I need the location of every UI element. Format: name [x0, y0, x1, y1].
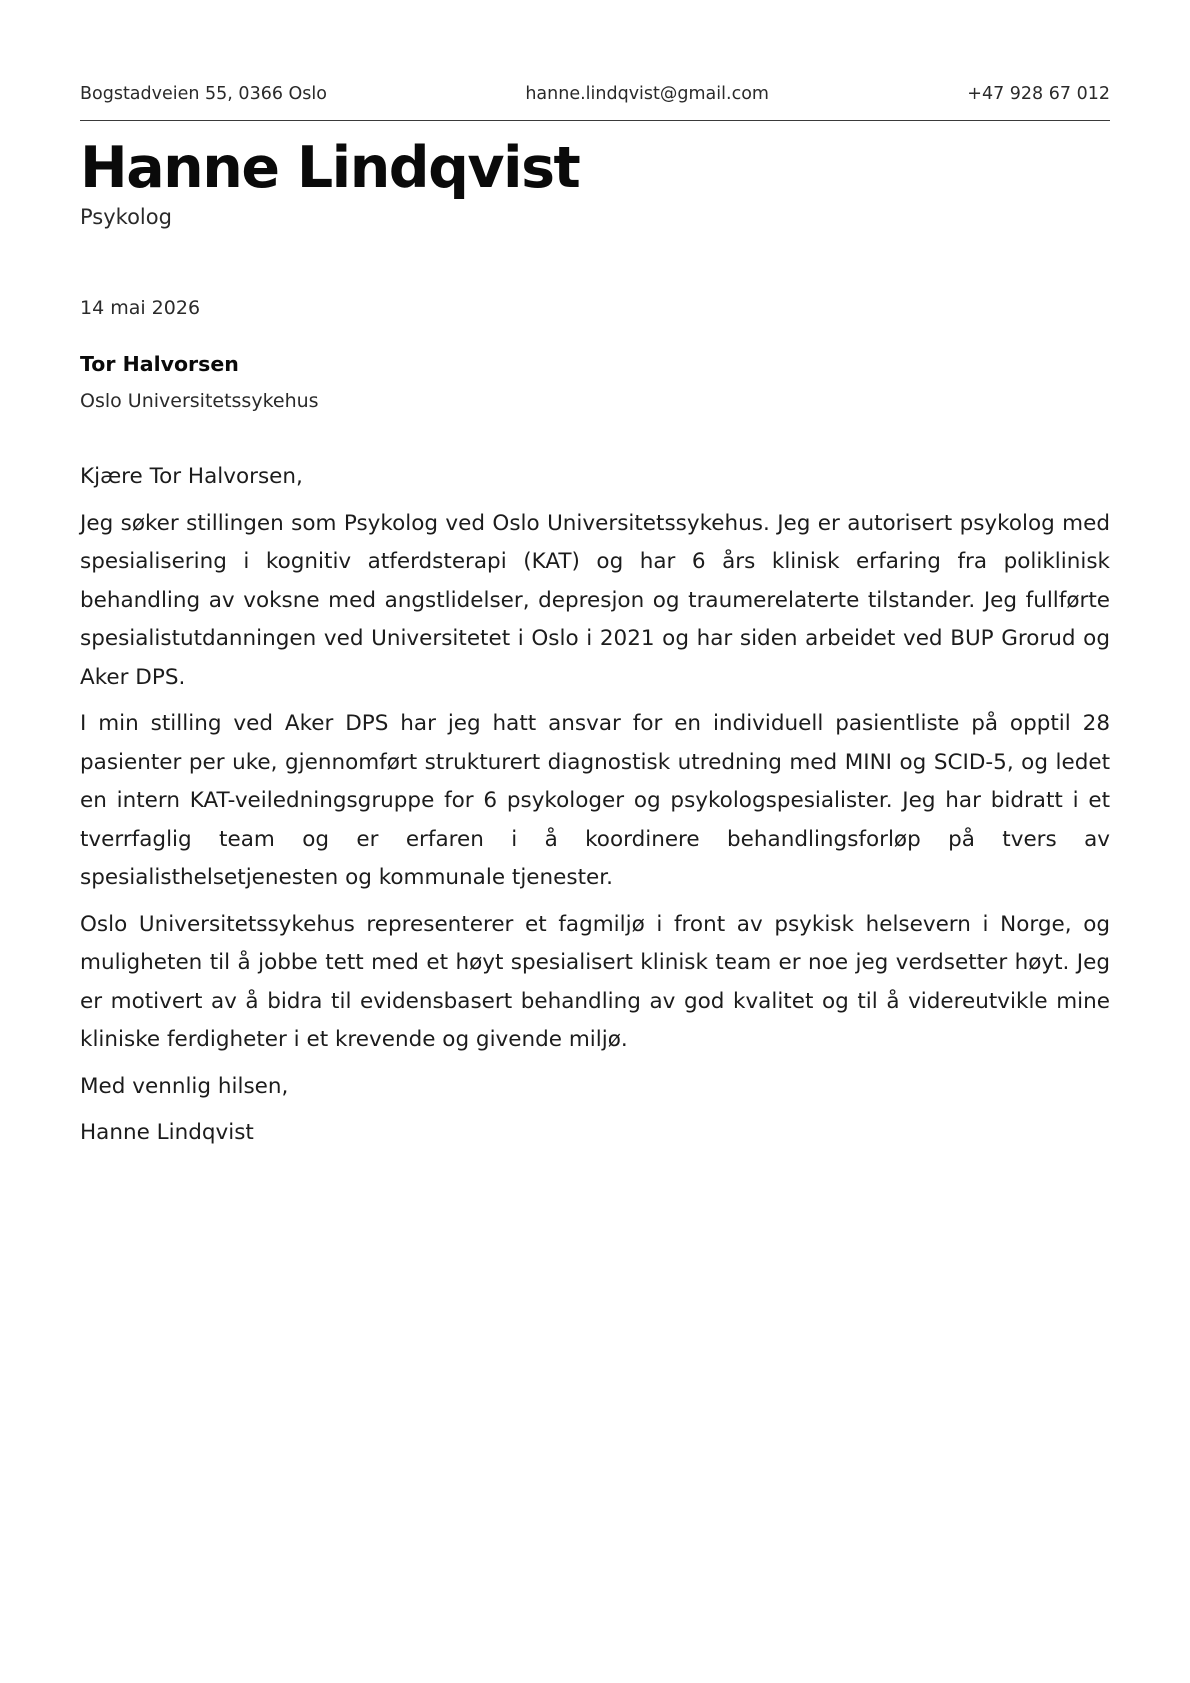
sender-title: Psykolog	[80, 205, 172, 229]
letter-date: 14 mai 2026	[80, 297, 201, 319]
phone-text: +47 928 67 012	[967, 84, 1110, 104]
sender-name: Hanne Lindqvist	[80, 135, 580, 201]
paragraph-2: I min stilling ved Aker DPS har jeg hatt ansvar for en individuell pasientliste på opptil 28 pasienter per uke, gjennomført strukturert diagnostisk utredning med MINI og SCID-5, og ledet en intern KAT-veiledningsgruppe for 6 psykologer og psykologspesialister. Jeg har bidratt i et tverrfaglig team og er erfaren i å koordinere behandlingsforløp på tvers av spesialisthelsetjenesten og kommunale tjenester.	[80, 711, 1110, 890]
letter-body	[80, 458, 1110, 1161]
closing: Med vennlig hilsen,	[80, 1073, 289, 1099]
paragraph-3: Oslo Universitetssykehus representerer et fagmiljø i front av psykisk helsevern i Norge, og muligheten til å jobbe tett med et høyt spesialisert klinisk team er noe jeg verdsetter høyt. Jeg er motivert av å bidra til evidensbasert behandling av god kvalitet og til å videreutvikle mine kliniske ferdigheter i et krevende og givende miljø.	[80, 911, 1110, 1052]
address-text: Bogstadveien 55, 0366 Oslo	[80, 84, 327, 104]
header-divider	[80, 120, 1110, 121]
contact-bar	[80, 80, 1110, 108]
email-text: hanne.lindqvist@gmail.com	[525, 84, 769, 104]
recipient-organization: Oslo Universitetssykehus	[80, 390, 319, 412]
signature: Hanne Lindqvist	[80, 1120, 254, 1145]
paragraph-1: Jeg søker stillingen som Psykolog ved Oslo Universitetssykehus. Jeg er autorisert psykolog med spesialisering i kognitiv atferdsterapi (KAT) og har 6 års klinisk erfaring fra poliklinisk behandling av voksne med angstlidelser, depresjon og traumerelaterte tilstander. Jeg fullførte spesialistutdanningen ved Universitetet i Oslo i 2021 og har siden arbeidet ved BUP Grorud og Aker DPS.	[80, 510, 1110, 690]
recipient-name: Tor Halvorsen	[80, 352, 239, 376]
salutation: Kjære Tor Halvorsen,	[80, 464, 303, 489]
